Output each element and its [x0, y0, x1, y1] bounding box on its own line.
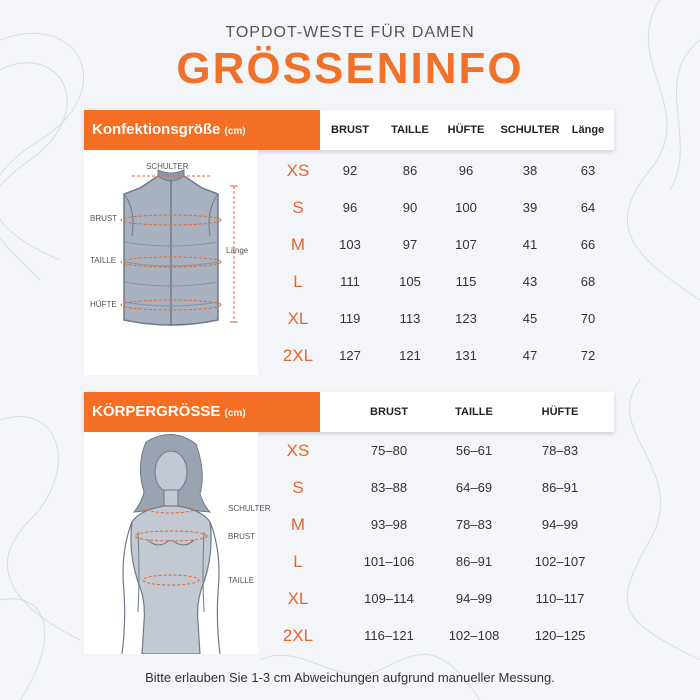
garment-cell: 111: [340, 274, 360, 289]
body-size-label: XL: [287, 589, 309, 608]
body-cell: 109–114: [364, 591, 414, 606]
garment-size-label: XS: [286, 161, 310, 180]
garment-cell: 39: [522, 200, 538, 215]
garment-cell: 68: [580, 274, 596, 289]
body-cell: 110–117: [535, 591, 585, 606]
body-cell: 93–98: [370, 517, 408, 532]
garment-table-row: [84, 226, 614, 263]
body-table-row: [84, 506, 614, 543]
vest-label-length: Länge: [226, 246, 249, 255]
vest-label-waist: TAILLE: [90, 256, 117, 265]
body-cell: 102–108: [448, 628, 500, 643]
garment-cell: 86: [402, 163, 418, 178]
body-cell: 78–83: [455, 517, 493, 532]
garment-cell: 45: [522, 311, 538, 326]
body-cell: 83–88: [370, 480, 408, 495]
garment-cell: 127: [339, 348, 361, 363]
garment-cell: 70: [580, 311, 596, 326]
garment-cell: 107: [455, 237, 477, 252]
garment-cell: 96: [458, 163, 474, 178]
col-head-schulter: SCHULTER: [500, 124, 560, 136]
body-cell: 86–91: [455, 554, 493, 569]
garment-cell: 92: [342, 163, 358, 178]
garment-cell: 63: [580, 163, 596, 178]
garment-cell: 38: [522, 163, 538, 178]
col-head-huefte: HÜFTE: [447, 124, 485, 136]
garment-table-label: Konfektionsgröße: [92, 121, 221, 138]
garment-cell: 119: [339, 311, 361, 326]
col-head-taille: TAILLE: [391, 124, 429, 136]
garment-cell: 105: [399, 274, 421, 289]
garment-size-label: S: [292, 198, 304, 217]
product-subtitle: TOPDOT-WESTE FÜR DAMEN: [225, 24, 475, 41]
garment-cell: 72: [580, 348, 596, 363]
vest-label-hip: HÜFTE: [90, 300, 117, 309]
page-title: GRÖSSENINFO: [176, 44, 524, 93]
garment-table-title: [92, 121, 246, 138]
body-cell: 56–61: [455, 443, 493, 458]
garment-table-row: [84, 337, 614, 374]
garment-size-table: [84, 110, 614, 375]
garment-cell: 100: [455, 200, 477, 215]
body-label-chest: BRUST: [228, 532, 256, 541]
garment-size-label: M: [290, 235, 306, 254]
body-col-head-huefte: HÜFTE: [541, 406, 579, 418]
body-table-row: [84, 469, 614, 506]
body-table-unit: (cm): [224, 408, 246, 419]
body-table-row: [84, 432, 614, 469]
vest-label-shoulder: SCHULTER: [146, 162, 189, 171]
body-size-label: L: [293, 552, 303, 571]
col-head-brust: BRUST: [331, 124, 369, 136]
body-cell: 78–83: [541, 443, 579, 458]
garment-cell: 41: [522, 237, 538, 252]
garment-cell: 64: [580, 200, 596, 215]
body-cell: 64–69: [455, 480, 493, 495]
garment-cell: 103: [339, 237, 361, 252]
body-cell: 94–99: [455, 591, 493, 606]
body-label-waist: TAILLE: [228, 576, 255, 585]
body-cell: 102–107: [534, 554, 586, 569]
garment-table-row: [84, 152, 614, 189]
body-table-label: KÖRPERGRÖSSE: [92, 403, 221, 420]
garment-cell: 90: [402, 200, 418, 215]
body-col-head-brust: BRUST: [370, 406, 408, 418]
body-table-row: [84, 543, 614, 580]
garment-cell: 115: [455, 274, 477, 289]
garment-size-label: L: [293, 272, 303, 291]
garment-cell: 96: [342, 200, 358, 215]
garment-cell: 131: [455, 348, 477, 363]
body-cell: 101–106: [363, 554, 415, 569]
body-size-label: S: [292, 478, 304, 497]
garment-cell: 113: [399, 311, 421, 326]
body-label-shoulder: SCHULTER: [228, 504, 271, 513]
vest-label-chest: BRUST: [90, 214, 118, 223]
measurement-disclaimer: Bitte erlauben Sie 1-3 cm Abweichungen aufgrund manueller Messung.: [145, 670, 555, 685]
body-col-head-taille: TAILLE: [455, 406, 493, 418]
body-cell: 86–91: [541, 480, 579, 495]
garment-table-row: [84, 300, 614, 337]
body-table-row: [84, 580, 614, 617]
body-table-row: [84, 617, 614, 654]
garment-table-unit: (cm): [224, 126, 246, 137]
body-size-label: 2XL: [282, 626, 314, 645]
body-table-title: [92, 403, 246, 420]
body-cell: 120–125: [534, 628, 586, 643]
body-size-label: XS: [286, 441, 310, 460]
garment-cell: 97: [402, 237, 418, 252]
garment-cell: 47: [522, 348, 538, 363]
body-cell: 116–121: [364, 628, 414, 643]
garment-cell: 123: [455, 311, 477, 326]
garment-cell: 43: [522, 274, 538, 289]
garment-table-row: [84, 263, 614, 300]
body-cell: 94–99: [541, 517, 579, 532]
body-size-table: [84, 392, 614, 652]
body-cell: 75–80: [370, 443, 408, 458]
garment-size-label: 2XL: [282, 346, 314, 365]
garment-cell: 66: [580, 237, 596, 252]
body-size-label: M: [290, 515, 306, 534]
garment-table-row: [84, 189, 614, 226]
garment-cell: 121: [399, 348, 421, 363]
col-head-laenge: Länge: [571, 124, 605, 136]
garment-size-label: XL: [287, 309, 309, 328]
